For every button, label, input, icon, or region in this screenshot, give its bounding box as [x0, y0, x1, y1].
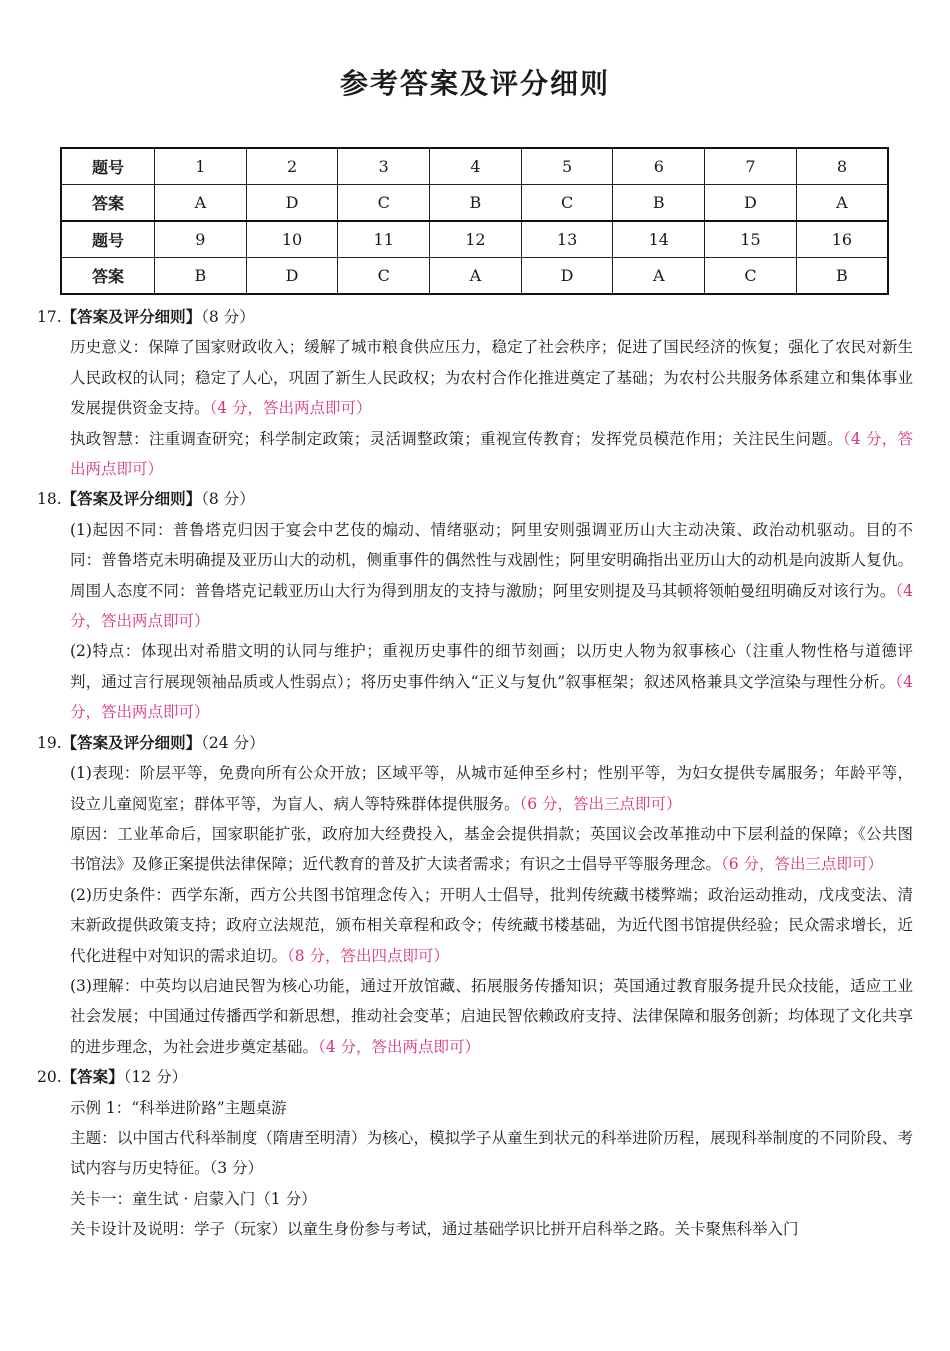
section-label: 【答案及评分细则】	[61, 308, 202, 326]
question-points: （12 分）	[123, 1068, 188, 1087]
answer-paragraph	[37, 636, 913, 727]
answer-content	[37, 302, 913, 1245]
answer-paragraph: 主题：以中国古代科举制度（隋唐至明清）为核心，模拟学子从童生到状元的科举进阶历程，展现科举制度的不同阶段、考试内容与历史特征。（3 分）	[70, 1128, 913, 1178]
answer-paragraph	[37, 332, 913, 423]
question-number: 19.	[37, 733, 62, 752]
answer-cell: C	[705, 258, 797, 295]
answer-text: 原因：工业革命后，国家职能扩张，政府加大经费投入，基金会提供捐款；英国议会改革推动中下层利益的保障；《公共图书馆法》及修正案提供法律保障；近代教育的普及扩大读者需求；有识之士倡导平等服务理念。	[70, 824, 913, 874]
answer-text: (1)表现：阶层平等，免费向所有公众开放；区域平等，从城市延伸至乡村；性别平等，为妇女提供专属服务；年龄平等，设立儿童阅览室；群体平等，为盲人、病人等特殊群体提供服务。	[70, 764, 913, 813]
question-number-cell: 12	[430, 221, 522, 258]
answer-cell: B	[155, 258, 247, 295]
question-number-cell: 2	[246, 148, 338, 185]
answer-cell: C	[521, 185, 613, 222]
score-note: （8 分，答出四点即可）	[287, 946, 450, 965]
answer-paragraph: 关卡设计及说明：学子（玩家）以童生身份参与考试，通过基础学识比拼开启科举之路。关卡聚焦科举入门	[70, 1220, 799, 1239]
section-label: 【答案及评分细则】	[61, 733, 202, 752]
answer-cell: A	[430, 258, 522, 295]
question-number: 17.	[37, 308, 62, 326]
answer-cell: C	[338, 258, 430, 295]
answer-paragraph	[37, 819, 913, 880]
question-18-heading	[37, 484, 913, 514]
page-title: 参考答案及评分细则	[339, 67, 610, 100]
question-points: （24 分）	[201, 733, 265, 752]
question-number-cell: 9	[155, 221, 247, 258]
question-number-cell: 16	[796, 221, 888, 258]
table-row	[61, 148, 888, 185]
question-number-cell: 10	[246, 221, 338, 258]
question-number-cell: 13	[521, 221, 613, 258]
question-number-cell: 14	[613, 221, 705, 258]
answer-cell: D	[705, 185, 797, 222]
level-title: 关卡一：童生试 · 启蒙入门（1 分）	[70, 1189, 317, 1208]
score-note: （4 分，答出两点即可）	[70, 581, 913, 631]
question-number-cell: 3	[338, 148, 430, 185]
score-note: （4 分，答出两点即可）	[70, 429, 913, 479]
question-20-heading	[37, 1062, 913, 1092]
example-title: 示例 1：“科举进阶路”主题桌游	[70, 1098, 287, 1117]
answer-cell: A	[155, 185, 247, 222]
header-label-cell: 题号	[61, 148, 155, 185]
score-note: （6 分，答出三点即可）	[721, 855, 884, 874]
question-19-heading	[37, 728, 913, 758]
score-note: （6 分，答出三点即可）	[519, 794, 682, 813]
answer-cell: D	[246, 258, 338, 295]
answer-paragraph	[37, 515, 913, 637]
answer-paragraph	[37, 880, 913, 971]
question-points: （8 分）	[201, 490, 255, 509]
answer-paragraph	[37, 424, 913, 485]
question-number: 20.	[37, 1068, 62, 1087]
section-label: 【答案】	[61, 1068, 124, 1087]
answer-paragraph	[37, 758, 913, 819]
answer-cell: A	[796, 185, 888, 222]
answer-cell: C	[338, 185, 430, 222]
question-number-cell: 8	[796, 148, 888, 185]
question-number-cell: 4	[430, 148, 522, 185]
answer-cell: B	[613, 185, 705, 222]
question-17-heading	[37, 302, 913, 332]
answer-cell: A	[613, 258, 705, 295]
answer-text: (3)理解：中英均以启迪民智为核心功能，通过开放馆藏、拓展服务传播知识；英国通过教育服务提升民众技能，适应工业社会发展；中国通过传播西学和新思想，推动社会变革；启迪民智依赖政府支持、法律保障和服务创新；均体现了文化共享的进步理念，为社会进步奠定基础。	[70, 976, 913, 1056]
score-note: （4 分，答出两点即可）	[209, 399, 372, 418]
header-label-cell: 题号	[61, 221, 155, 258]
score-note: （4 分，答出两点即可）	[318, 1037, 481, 1056]
answer-text: (2)特点：体现出对希腊文明的认同与维护；重视历史事件的细节刻画；以历史人物为叙事核心（注重人物性格与道德评判，通过言行展现领袖品质或人性弱点）；将历史事件纳入“正义与复仇”叙事框架；叙述风格兼具文学渲染与理性分析。	[70, 642, 913, 691]
answer-text: (2)历史条件：西学东渐，西方公共图书馆理念传入；开明人士倡导，批判传统藏书楼弊端；政治运动推动，戊戌变法、清末新政提供政策支持；政府立法规范，颁布相关章程和政令；传统藏书楼基础，为近代图书馆提供经验；民众需求增长，近代化进程中对知识的需求迫切。	[70, 885, 913, 965]
answer-cell: D	[521, 258, 613, 295]
answer-text: 执政智慧：注重调查研究；科学制定政策；灵活调整政策；重视宣传教育；发挥党员模范作用；关注民生问题。	[70, 429, 843, 448]
answer-paragraph	[37, 971, 913, 1062]
question-number-cell: 11	[338, 221, 430, 258]
answer-cell: D	[246, 185, 338, 222]
section-label: 【答案及评分细则】	[61, 490, 202, 509]
question-number: 18.	[37, 490, 62, 509]
answer-text: 历史意义：保障了国家财政收入；缓解了城市粮食供应压力，稳定了社会秩序；促进了国民经济的恢复；强化了农民对新生人民政权的认同；稳定了人心，巩固了新生人民政权；为农村合作化推进奠定了基础；为农村公共服务体系建立和集体事业发展提供资金支持。	[70, 338, 913, 418]
answer-text: (1)起因不同：普鲁塔克归因于宴会中艺伎的煽动、情绪驱动；阿里安则强调亚历山大主动决策、政治动机驱动。目的不同：普鲁塔克未明确提及亚历山大的动机，侧重事件的偶然性与戏剧性；阿里安明确指出亚历山大的动机是向波斯人复仇。周围人态度不同：普鲁塔克记载亚历山大行为得到朋友的支持与激励；阿里安则提及马其顿将领帕曼纽明确反对该行为。	[70, 520, 913, 600]
table-row	[61, 258, 888, 295]
question-number-cell: 7	[705, 148, 797, 185]
table-row	[61, 221, 888, 258]
question-number-cell: 15	[705, 221, 797, 258]
question-points: （8 分）	[201, 308, 255, 326]
table-row	[61, 185, 888, 222]
answer-label-cell: 答案	[61, 185, 155, 222]
question-number-cell: 5	[521, 148, 613, 185]
answer-cell: B	[796, 258, 888, 295]
answer-table	[60, 147, 889, 295]
answer-label-cell: 答案	[61, 258, 155, 295]
question-number-cell: 1	[155, 148, 247, 185]
answer-cell: B	[430, 185, 522, 222]
question-number-cell: 6	[613, 148, 705, 185]
score-note: （4 分，答出两点即可）	[70, 672, 913, 722]
